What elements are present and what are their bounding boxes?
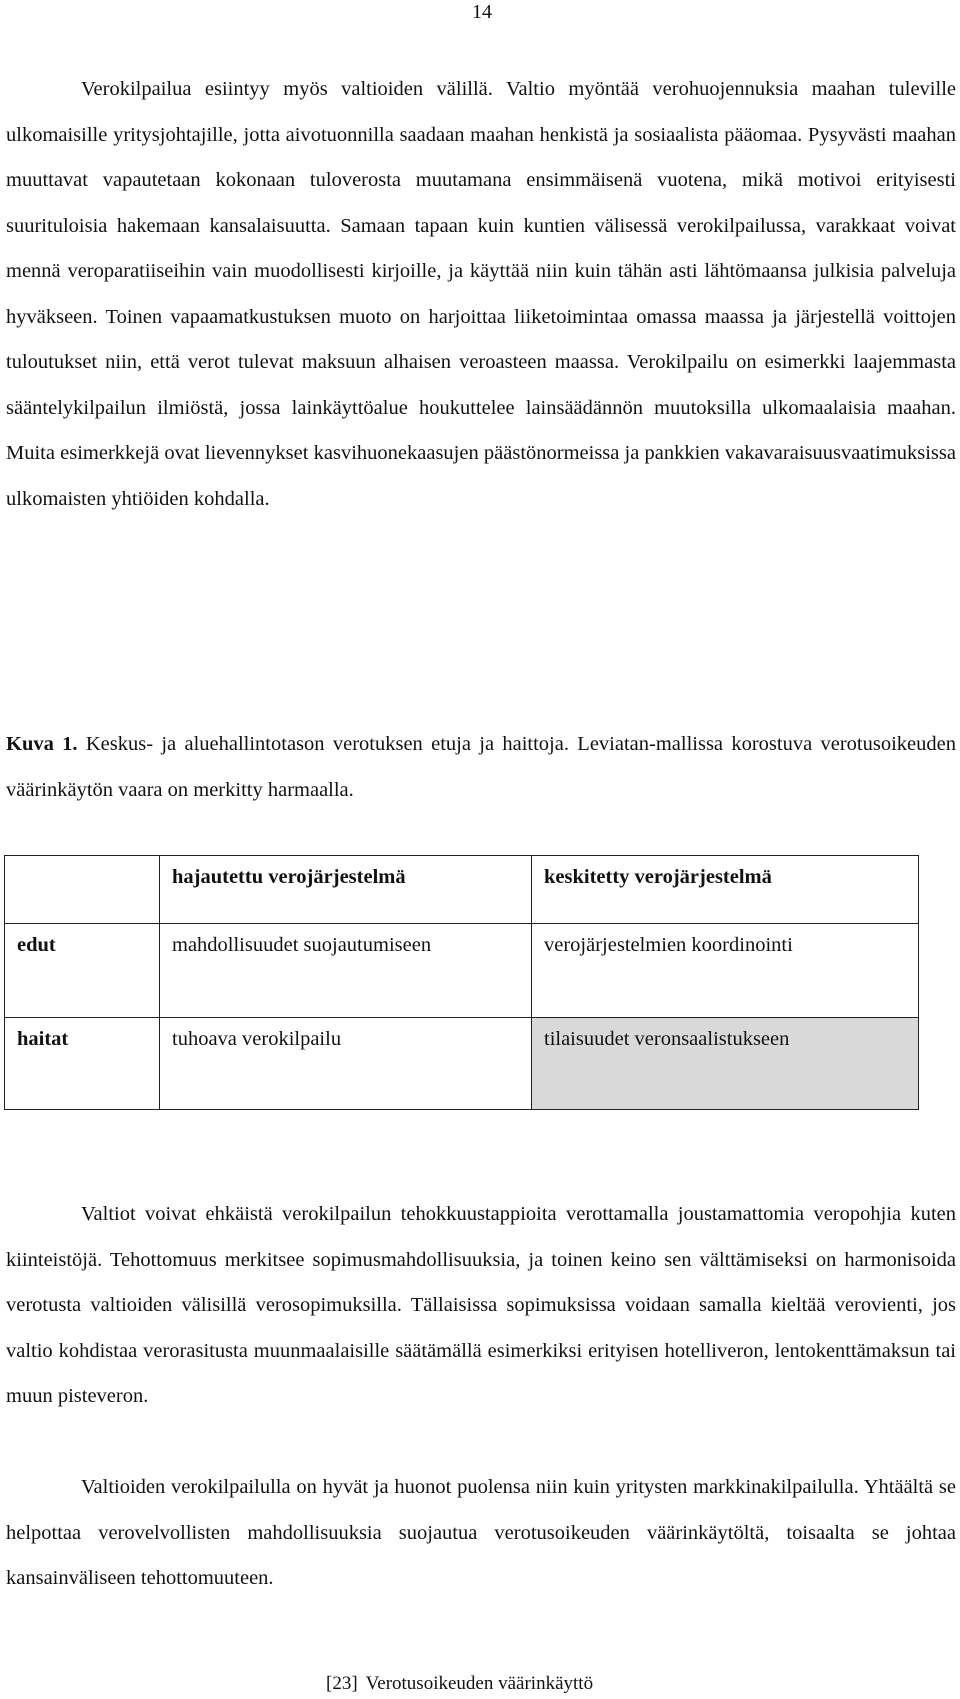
header-centralized: keskitetty verojärjestelmä [532, 856, 919, 924]
tax-system-comparison-table [4, 855, 919, 1110]
table-row-advantages [5, 924, 919, 1018]
table-row-disadvantages [5, 1018, 919, 1110]
table-header-row [5, 856, 919, 924]
page-footer [326, 1672, 593, 1696]
figure-caption [6, 722, 956, 813]
body-paragraph-2 [6, 1192, 956, 1420]
paragraph-3-text: Valtioiden verokilpailulla on hyvät ja huonot puolensa niin kuin yritysten markkinakilpailulla. Yhtäältä se helpottaa verovelvollisten mahdollisuuksia suojautua verotusoikeuden väärinkäytöltä, toisaalta se johtaa kansainväliseen tehottomuuteen. [6, 1476, 956, 1589]
cell-disadvantages-decentralized: tuhoava verokilpailu [160, 1018, 532, 1110]
paragraph-1-text: Verokilpailua esiintyy myös valtioiden välillä. Valtio myöntää verohuojennuksia maahan tuleville ulkomaisille yritysjohtajille, jotta aivotuonnilla saadaan maahan henkistä ja sosiaalista pääomaa. Pysyvästi maahan muuttavat vapautetaan kokonaan tuloverosta muutamana ensimmäisenä vuotena, mikä motivoi erityisesti suurituloisia hakemaan kansalaisuutta. Samaan tapaan kuin kuntien välisessä verokilpailussa, varakkaat voivat mennä veroparatiiseihin vain muodollisesti kirjoille, ja käyttää niin kuin tähän asti lähtömaansa julkisia palveluja hyväkseen. Toinen vapaamatkustuksen muoto on harjoittaa liiketoimintaa omassa maassa ja järjestellä voittojen tuloutukset niin, että verot tulevat maksuun alhaisen veroasteen maassa. Verokilpailu on esimerkki laajemmasta sääntelykilpailun ilmiöstä, jossa lainkäyttöalue houkuttelee lainsäädännön muutoksilla ulkomaalaisia maahan. Muita esimerkkejä ovat lievennykset kasvihuonekaasujen päästönormeissa ja pankkien vakavaraisuusvaatimuksissa ulkomaisten yhtiöiden kohdalla. [6, 78, 956, 510]
row-label-disadvantages: haitat [5, 1018, 160, 1110]
body-paragraph-3 [6, 1465, 956, 1602]
paragraph-2-text: Valtiot voivat ehkäistä verokilpailun tehokkuustappioita verottamalla joustamattomia veropohjia kuten kiinteistöjä. Tehottomuus merkitsee sopimusmahdollisuuksia, ja toinen keino sen välttämiseksi on harmonisoida verotusta valtioiden välisillä verosopimuksilla. Tällaisissa sopimuksissa voidaan samalla kieltää verovienti, jos valtio kohdistaa verorasitusta muunmaalaisille säätämällä esimerkiksi erityisen hotelliveron, lentokenttämaksun tai muun pisteveron. [6, 1203, 956, 1407]
table-corner-cell [5, 856, 160, 924]
figure-caption-label: Kuva 1. [6, 733, 78, 755]
cell-disadvantages-centralized-highlighted: tilaisuudet veronsaalistukseen [532, 1018, 919, 1110]
body-paragraph-1 [6, 67, 956, 522]
cell-advantages-decentralized: mahdollisuudet suojautumiseen [160, 924, 532, 1018]
figure-caption-text: Keskus- ja aluehallintotason verotuksen etuja ja haittoja. Leviatan-mallissa korostuva verotusoikeuden väärinkäytön vaara on merkitty harmaalla. [6, 733, 956, 801]
page-number: 14 [472, 1, 492, 23]
header-decentralized: hajautettu verojärjestelmä [160, 856, 532, 924]
footer-reference-number: [23] [326, 1673, 358, 1694]
footer-title: Verotusoikeuden väärinkäyttö [365, 1673, 594, 1694]
row-label-advantages: edut [5, 924, 160, 1018]
cell-advantages-centralized: verojärjestelmien koordinointi [532, 924, 919, 1018]
